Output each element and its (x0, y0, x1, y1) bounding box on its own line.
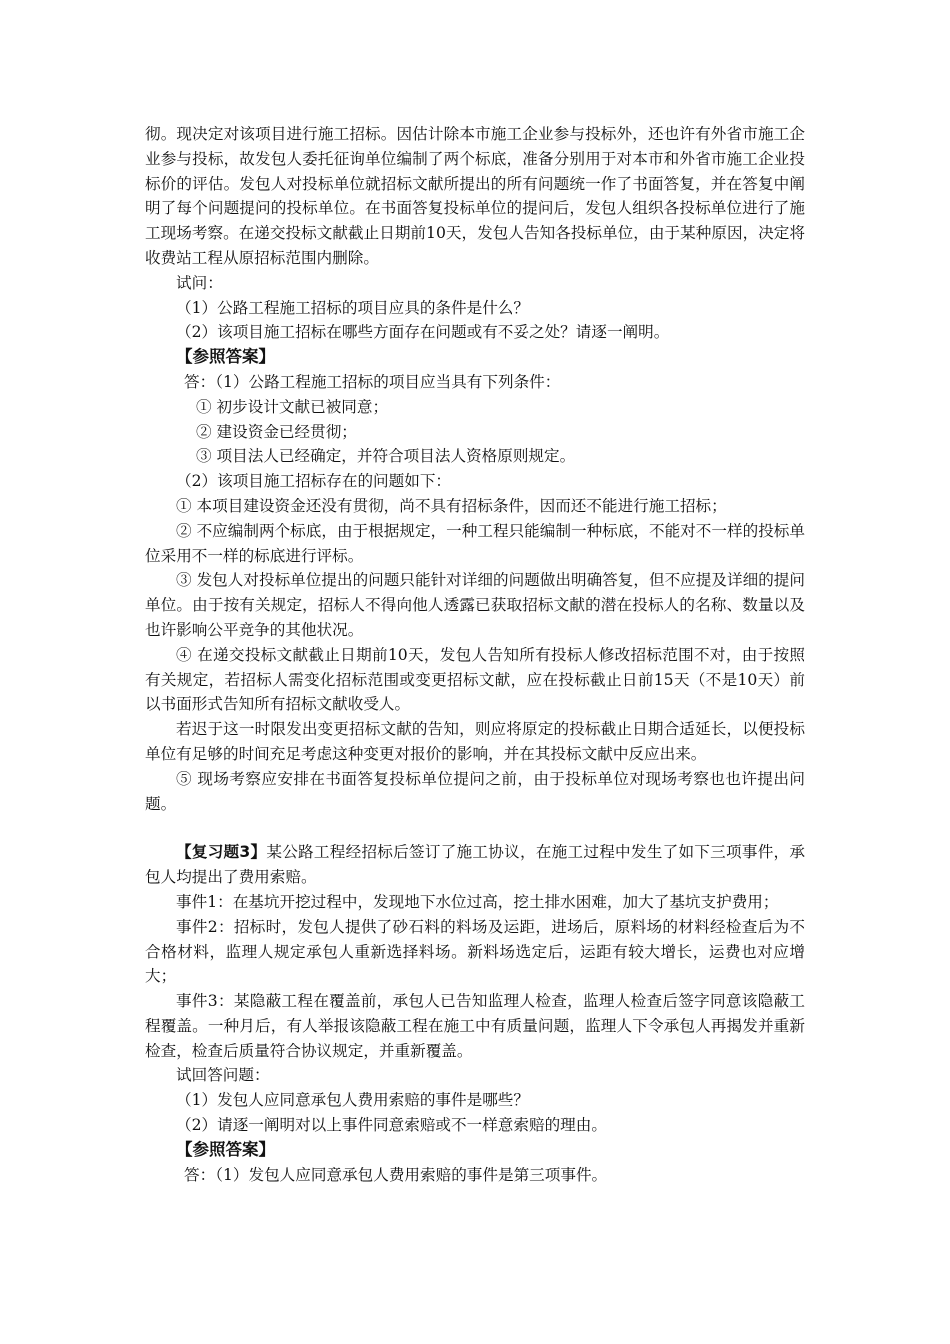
answer-2-item-3: ③ 发包人对投标单位提出的问题只能针对详细的问题做出明确答复，但不应提及详细的提问单位。由于按有关规定，招标人不得向他人透露已获取招标文献的潜在投标人的名称、数量以及也许影响公平竞争的其他状况。 (145, 571, 805, 639)
answer-1-item-3: ③ 项目法人已经确定，并符合项目法人资格原则规定。 (196, 447, 576, 466)
review3-title: 【复习题3】 (176, 843, 267, 862)
answer-1-item-2: ② 建设资金已经贯彻； (196, 422, 357, 441)
answer-1: 答：（1）公路工程施工招标的项目应当具有下列条件： (184, 372, 561, 391)
section-gap (145, 816, 805, 840)
answer-heading: 【参照答案】 (176, 347, 275, 367)
review3-event-2: 事件2：招标时，发包人提供了砂石料的料场及运距，进场后，原料场的材料经检查后为不合格材料，监理人规定承包人重新选择料场。新料场选定后，运距有较大增长，运费也对应增大； (145, 917, 805, 986)
answer-2-item-4-continued: 若迟于这一时限发出变更招标文献的告知，则应将原定的投标截止日期合适延长，以便投标单位有足够的时间充足考虑这种变更对报价的影响，并在其投标文献中反应出来。 (145, 720, 805, 763)
review3-question-1: （1）发包人应同意承包人费用索赔的事件是哪些？ (176, 1091, 529, 1110)
review3-answer-heading: 【参照答案】 (176, 1139, 275, 1159)
answer-2-item-4: ④ 在递交投标文献截止日期前10天，发包人告知所有投标人修改招标范围不对，由于按照有关规定，若招标人需变化招标范围或变更招标文献，应在投标截止日前15天（不是10天）前以书面形式告知所有招标文献收受人。 (145, 645, 805, 714)
question-intro: 试问： (176, 273, 223, 292)
review3-question-2: （2）请逐一阐明对以上事件同意索赔或不一样意索赔的理由。 (176, 1116, 607, 1135)
answer-2-item-2: ② 不应编制两个标底，由于根据规定，一种工程只能编制一种标底，不能对不一样的投标单位采用不一样的标底进行评标。 (145, 521, 805, 565)
answer-2-item-1: ① 本项目建设资金还没有贯彻，尚不具有招标条件，因而还不能进行施工招标； (176, 496, 727, 515)
answer-2-item-5: ⑤ 现场考察应安排在书面答复投标单位提问之前，由于投标单位对现场考察也也许提出问题。 (145, 769, 805, 813)
review3-question-intro: 试回答问题： (176, 1066, 270, 1085)
answer-1-item-1: ① 初步设计文献已被同意； (196, 397, 389, 416)
question-2: （2）该项目施工招标在哪些方面存在问题或有不妥之处？请逐一阐明。 (176, 323, 670, 342)
review3-event-1: 事件1：在基坑开挖过程中，发现地下水位过高，挖土排水困难，加大了基坑支护费用； (176, 892, 779, 911)
question-1: （1）公路工程施工招标的项目应具的条件是什么？ (176, 298, 529, 317)
paragraph-intro: 彻。现决定对该项目进行施工招标。因估计除本市施工企业参与投标外，还也许有外省市施工企业参与投标，故发包人委托征询单位编制了两个标底，准备分别用于对本市和外省市施工企业投标价的评估。发包人对投标单位就招标文献所提出的所有问题统一作了书面答复，并在答复中阐明了每个问题提问的投标单位。在书面答复投标单位的提问后，发包人组织各投标单位进行了施工现场考察。在递交投标文献截止日期前10天，发包人告知各投标单位，由于某种原因，决定将收费站工程从原招标范围内删除。 (145, 125, 805, 267)
answer-2: （2）该项目施工招标存在的问题如下： (176, 472, 452, 491)
review3-intro (145, 840, 805, 890)
review3-event-3: 事件3：某隐蔽工程在覆盖前，承包人已告知监理人检查，监理人检查后签字同意该隐蔽工程覆盖。一种月后，有人举报该隐蔽工程在施工中有质量问题，监理人下令承包人再揭发并重新检查，检查后质量符合协议规定，并重新覆盖。 (145, 992, 805, 1060)
review3-answer-1: 答：（1）发包人应同意承包人费用索赔的事件是第三项事件。 (184, 1165, 608, 1184)
document-body (145, 122, 805, 1187)
review3-intro-text: 某公路工程经招标后签订了施工协议，在施工过程中发生了如下三项事件，承包人均提出了费用索赔。 (145, 843, 805, 887)
